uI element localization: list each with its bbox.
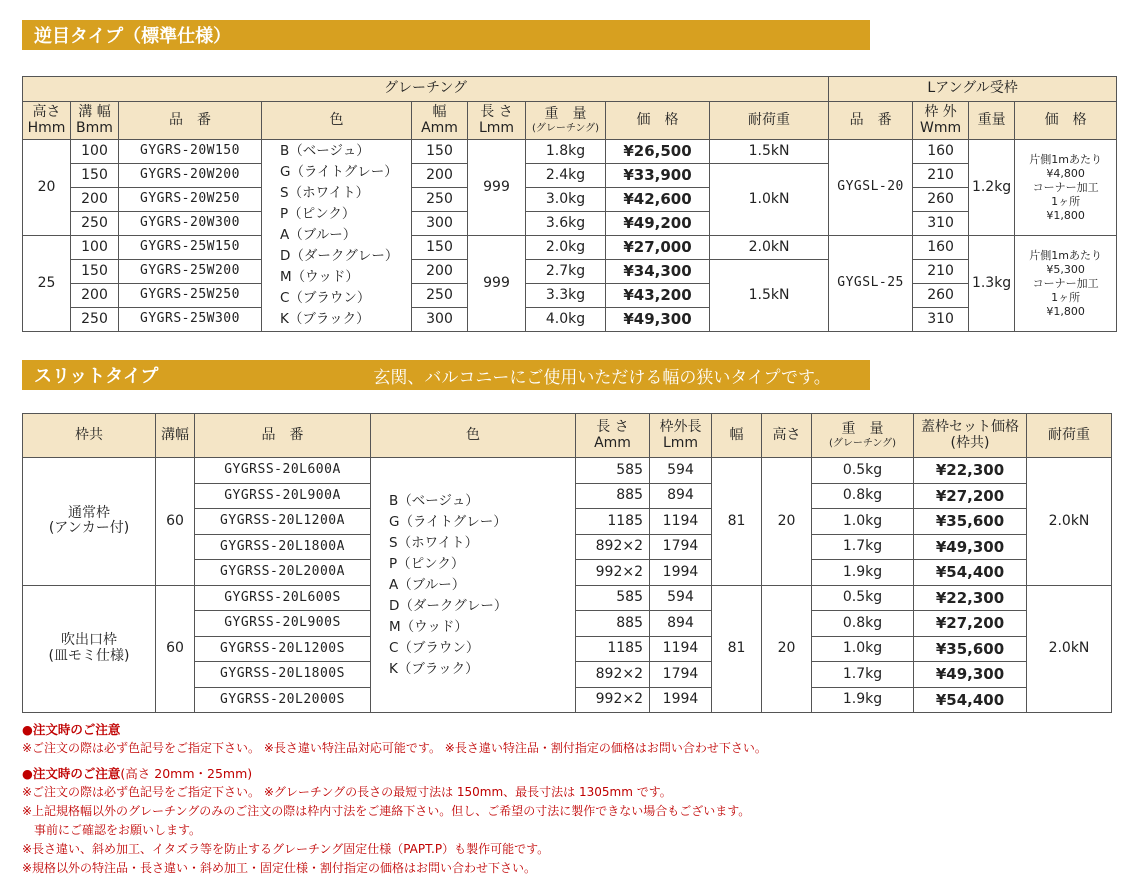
table-cell: GYGRSS-20L1800S xyxy=(195,662,371,688)
table-cell: ¥22,300 xyxy=(914,458,1027,484)
table-cell: GYGRSS-20L1200A xyxy=(195,509,371,535)
table-cell: 81 xyxy=(712,585,762,713)
table-cell: 594 xyxy=(650,585,712,611)
col-frame: 枠 外 Wmm xyxy=(913,102,969,140)
section2-title-bar xyxy=(22,360,870,390)
table-cell: 1.8kg xyxy=(526,140,606,164)
table-cell: 60 xyxy=(156,458,195,586)
table-cell: 2.0kN xyxy=(1027,458,1112,586)
notes-heading-1: ●注文時のご注意 xyxy=(22,722,121,737)
table-cell: 1.5kN xyxy=(710,140,829,164)
table-cell: ¥42,600 xyxy=(606,188,710,212)
table-cell: 1.2kg xyxy=(969,140,1015,236)
table-cell: ¥43,200 xyxy=(606,284,710,308)
table-cell: GYGRSS-20L1200S xyxy=(195,636,371,662)
table-cell: GYGRS-20W300 xyxy=(119,212,262,236)
table-cell: 1794 xyxy=(650,662,712,688)
col-height: 高さ xyxy=(762,414,812,458)
table-cell: GYGRS-20W250 xyxy=(119,188,262,212)
table-cell: GYGRS-20W200 xyxy=(119,164,262,188)
table-cell: GYGRSS-20L600A xyxy=(195,458,371,484)
table-cell: 885 xyxy=(576,611,650,637)
col-weight: 重 量 (グレーチング) xyxy=(812,414,914,458)
table-row xyxy=(23,212,1117,236)
table-cell: 310 xyxy=(913,308,969,332)
table-cell: 594 xyxy=(650,458,712,484)
color-list: B（ベージュ） G（ライトグレー） S（ホワイト） P（ピンク） A（ブルー） D（ダークグレー） M（ウッド） C（ブラウン） K（ブラック） xyxy=(262,140,412,332)
table-cell: 3.6kg xyxy=(526,212,606,236)
table-cell: GYGRSS-20L900S xyxy=(195,611,371,637)
table-cell: GYGRS-25W200 xyxy=(119,260,262,284)
table-cell: 585 xyxy=(576,458,650,484)
col-color: 色 xyxy=(371,414,576,458)
col-price: 価 格 xyxy=(606,102,710,140)
table-cell: 200 xyxy=(412,260,468,284)
table-cell: 250 xyxy=(412,284,468,308)
table-row xyxy=(23,236,1117,260)
table-cell: 250 xyxy=(71,212,119,236)
table-cell: 100 xyxy=(71,236,119,260)
col-part: 品 番 xyxy=(119,102,262,140)
table-cell: GYGRS-25W250 xyxy=(119,284,262,308)
table-cell: GYGRSS-20L600S xyxy=(195,585,371,611)
col-groove: 溝 幅 Bmm xyxy=(71,102,119,140)
table-cell: 4.0kg xyxy=(526,308,606,332)
table-cell: 2.0kg xyxy=(526,236,606,260)
table-cell: 1.0kg xyxy=(812,636,914,662)
table-cell: 1.9kg xyxy=(812,560,914,586)
table-cell: 2.0kN xyxy=(1027,585,1112,713)
table-cell: GYGRSS-20L2000A xyxy=(195,560,371,586)
note-line: ※ご注文の際は必ず色記号をご指定下さい。 ※長さ違い特注品対応可能です。 ※長さ違い特注品・割付指定の価格はお問い合わせ下さい。 xyxy=(22,741,767,755)
table-cell: 0.8kg xyxy=(812,483,914,509)
table-cell: 585 xyxy=(576,585,650,611)
table-cell: ¥34,300 xyxy=(606,260,710,284)
table-cell: ¥22,300 xyxy=(914,585,1027,611)
table-cell: 885 xyxy=(576,483,650,509)
table-cell: 1194 xyxy=(650,509,712,535)
table-cell: 892×2 xyxy=(576,534,650,560)
table-cell: GYGRS-25W300 xyxy=(119,308,262,332)
table-cell: 1.0kN xyxy=(710,164,829,236)
col-angle-part: 品 番 xyxy=(829,102,913,140)
table-cell: 999 xyxy=(468,140,526,236)
col-length: 長 さ Lmm xyxy=(468,102,526,140)
table-row xyxy=(23,284,1117,308)
section1-title: 逆目タイプ（標準仕様） xyxy=(34,26,232,47)
col-load: 耐荷重 xyxy=(1027,414,1112,458)
col-height: 高さ Hmm xyxy=(23,102,71,140)
slit-type-table xyxy=(22,413,1112,713)
col-angle-weight: 重量 xyxy=(969,102,1015,140)
section2-title: スリットタイプ xyxy=(34,366,159,387)
table-cell: 2.7kg xyxy=(526,260,606,284)
table-cell: 150 xyxy=(412,236,468,260)
table-cell: 2.4kg xyxy=(526,164,606,188)
angle-price-note: 片側1mあたり ¥5,300 コーナー加工 1ヶ所 ¥1,800 xyxy=(1015,236,1117,332)
table-cell: 150 xyxy=(412,140,468,164)
col-part: 品 番 xyxy=(195,414,371,458)
table-cell: 210 xyxy=(913,260,969,284)
col-angle-price: 価 格 xyxy=(1015,102,1117,140)
table-cell: 100 xyxy=(71,140,119,164)
table-cell: 200 xyxy=(71,188,119,212)
table-cell: GYGRS-25W150 xyxy=(119,236,262,260)
table-cell: ¥27,200 xyxy=(914,483,1027,509)
table-cell: 250 xyxy=(71,308,119,332)
group-header-grating: グレーチング xyxy=(23,77,829,102)
table-cell: 1185 xyxy=(576,509,650,535)
col-load: 耐荷重 xyxy=(710,102,829,140)
table-cell: GYGRSS-20L900A xyxy=(195,483,371,509)
table-row xyxy=(23,458,1112,484)
section1-title-bar xyxy=(22,20,870,50)
table-cell: 吹出口枠 (皿モミ仕様) xyxy=(23,585,156,713)
table-row xyxy=(23,260,1117,284)
table-cell: 1.9kg xyxy=(812,687,914,713)
table-row xyxy=(23,140,1117,164)
table-cell: GYGRSS-20L2000S xyxy=(195,687,371,713)
table-cell: 260 xyxy=(913,284,969,308)
table-row xyxy=(23,308,1117,332)
table-cell: 0.5kg xyxy=(812,458,914,484)
table-cell: GYGSL-20 xyxy=(829,140,913,236)
table-cell: 300 xyxy=(412,212,468,236)
table-cell: GYGSL-25 xyxy=(829,236,913,332)
table-cell: 300 xyxy=(412,308,468,332)
note-line: ※ご注文の際は必ず色記号をご指定下さい。 ※グレーチングの長さの最短寸法は 150mm、最長寸法は 1305mm です。 xyxy=(22,785,672,799)
table-cell: ¥49,300 xyxy=(606,308,710,332)
col-frame: 枠共 xyxy=(23,414,156,458)
table-cell: 210 xyxy=(913,164,969,188)
table-cell: 200 xyxy=(412,164,468,188)
table-cell: 892×2 xyxy=(576,662,650,688)
note-line: ※規格以外の特注品・長さ違い・斜め加工・固定仕様・割付指定の価格はお問い合わせ下さい。 xyxy=(22,861,537,875)
table-cell: 1.5kN xyxy=(710,260,829,332)
table-cell: 通常枠 (アンカー付) xyxy=(23,458,156,586)
col-frame-length: 枠外長 Lmm xyxy=(650,414,712,458)
table-cell: 1794 xyxy=(650,534,712,560)
table-cell: 200 xyxy=(71,284,119,308)
table-cell: 250 xyxy=(412,188,468,212)
table-cell: 992×2 xyxy=(576,687,650,713)
table-cell: 1.7kg xyxy=(812,534,914,560)
table-cell: 1.3kg xyxy=(969,236,1015,332)
table-cell: 310 xyxy=(913,212,969,236)
table-cell: ¥35,600 xyxy=(914,509,1027,535)
col-width: 幅 xyxy=(712,414,762,458)
table-cell: ¥26,500 xyxy=(606,140,710,164)
reverse-type-table xyxy=(22,76,1117,332)
table-cell: ¥54,400 xyxy=(914,687,1027,713)
note-line: 事前にご確認をお願いします。 xyxy=(34,823,202,837)
table-cell: GYGRSS-20L1800A xyxy=(195,534,371,560)
section2-subtitle: 玄関、バルコニーにご使用いただける幅の狭いタイプです。 xyxy=(373,367,831,388)
table-cell: 1994 xyxy=(650,560,712,586)
table-cell: 1.0kg xyxy=(812,509,914,535)
table-cell: 999 xyxy=(468,236,526,332)
col-length: 長 さ Amm xyxy=(576,414,650,458)
table-cell: 2.0kN xyxy=(710,236,829,260)
table-cell: 894 xyxy=(650,483,712,509)
table-cell: 992×2 xyxy=(576,560,650,586)
table-cell: ¥33,900 xyxy=(606,164,710,188)
table-cell: 25 xyxy=(23,236,71,332)
table-cell: 20 xyxy=(23,140,71,236)
table-cell: 60 xyxy=(156,585,195,713)
table-cell: 160 xyxy=(913,140,969,164)
note-line: ※長さ違い、斜め加工、イタズラ等を防止するグレーチング固定仕様（PAPT.P）も製作可能です。 xyxy=(22,842,550,856)
table-cell: 160 xyxy=(913,236,969,260)
table-cell: 260 xyxy=(913,188,969,212)
table-cell: 3.3kg xyxy=(526,284,606,308)
table-cell: 150 xyxy=(71,260,119,284)
table-cell: 894 xyxy=(650,611,712,637)
table-cell: ¥49,200 xyxy=(606,212,710,236)
col-width: 幅 Amm xyxy=(412,102,468,140)
col-set-price: 蓋枠セット価格 (枠共) xyxy=(914,414,1027,458)
table-cell: 150 xyxy=(71,164,119,188)
table-cell: 1194 xyxy=(650,636,712,662)
table-row xyxy=(23,164,1117,188)
table-cell: 0.5kg xyxy=(812,585,914,611)
table-cell: 3.0kg xyxy=(526,188,606,212)
table-row xyxy=(23,188,1117,212)
angle-price-note: 片側1mあたり ¥4,800 コーナー加工 1ヶ所 ¥1,800 xyxy=(1015,140,1117,236)
table-cell: 1.7kg xyxy=(812,662,914,688)
order-notes xyxy=(22,720,1122,878)
notes-heading-2: ●注文時のご注意(高さ 20mm・25mm) xyxy=(22,766,253,781)
table-cell: 1185 xyxy=(576,636,650,662)
color-list: B（ベージュ） G（ライトグレー） S（ホワイト） P（ピンク） A（ブルー） D（ダークグレー） M（ウッド） C（ブラウン） K（ブラック） xyxy=(371,458,576,713)
col-color: 色 xyxy=(262,102,412,140)
table-cell: ¥35,600 xyxy=(914,636,1027,662)
table-cell: 20 xyxy=(762,458,812,586)
table-cell: ¥54,400 xyxy=(914,560,1027,586)
col-weight: 重 量 (グレーチング) xyxy=(526,102,606,140)
table-cell: ¥27,200 xyxy=(914,611,1027,637)
group-header-angle: Lアングル受枠 xyxy=(829,77,1117,102)
note-line: ※上記規格幅以外のグレーチングのみのご注文の際は枠内寸法をご連絡下さい。但し、ご希望の寸法に製作できない場合もございます。 xyxy=(22,804,751,818)
table-cell: ¥27,000 xyxy=(606,236,710,260)
table-cell: 1994 xyxy=(650,687,712,713)
table-cell: GYGRS-20W150 xyxy=(119,140,262,164)
table-cell: 81 xyxy=(712,458,762,586)
table-cell: 20 xyxy=(762,585,812,713)
table-cell: ¥49,300 xyxy=(914,662,1027,688)
table-cell: 0.8kg xyxy=(812,611,914,637)
table-cell: ¥49,300 xyxy=(914,534,1027,560)
col-groove: 溝幅 xyxy=(156,414,195,458)
